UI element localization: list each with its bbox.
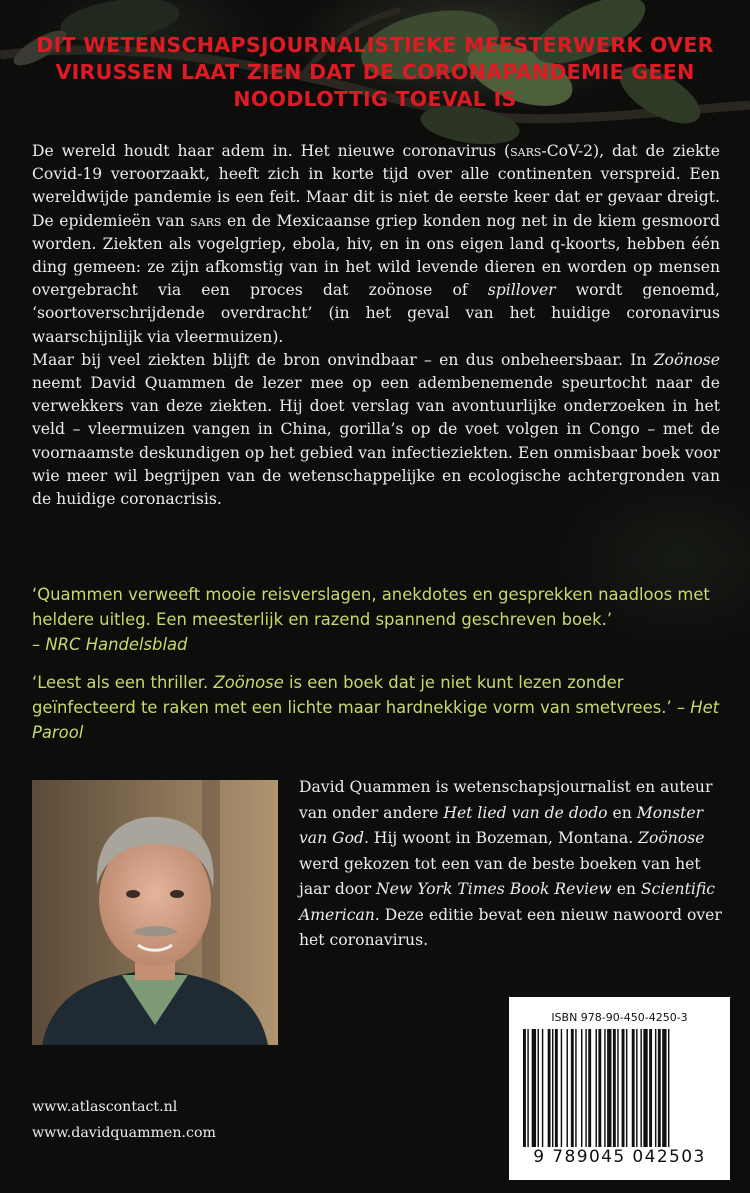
- barcode-bar: [622, 1029, 625, 1147]
- review-quote-nrc: [32, 582, 732, 657]
- headline-line-2: VIRUSSEN LAAT ZIEN DAT DE CORONAPANDEMIE GEEN: [55, 60, 695, 84]
- description-text: en de Mexicaanse griep konden nog net in de kiem gesmoord worden. Ziekten als vogelgriep, ebola, hiv, en in ons eigen land q-koorts, hebben één ding gemeen: ze zijn afkomstig van in het wild levende dieren en worden op mensen overgebracht via een proces dat zoönose of: [32, 211, 720, 300]
- website-links: [32, 1094, 216, 1146]
- review-quotes: [32, 582, 732, 758]
- book-description: [32, 140, 720, 511]
- barcode-bar: [649, 1029, 652, 1147]
- author-url[interactable]: www.davidquammen.com: [32, 1125, 216, 1141]
- author-bio: [299, 775, 729, 954]
- quote-source: NRC Handelsblad: [45, 635, 188, 654]
- spillover-term: spillover: [487, 281, 556, 300]
- isbn-digits: 9 789045 042503: [533, 1147, 706, 1167]
- barcode-bar: [542, 1029, 543, 1147]
- publisher-url[interactable]: www.atlascontact.nl: [32, 1099, 178, 1115]
- headline-line-1: DIT WETENSCHAPSJOURNALISTIEKE MEESTERWERK OVER: [36, 33, 714, 57]
- barcode-bar: [552, 1029, 553, 1147]
- quote-text: ‘Quammen verweeft mooie reisverslagen, anekdotes en gesprekken naadloos met heldere uitleg. Een meesterlijk en razend spannend geschreven boek.’: [32, 585, 710, 629]
- description-text: Maar bij veel ziekten blijft de bron onvindbaar – en dus onbeheersbaar. In: [32, 350, 654, 369]
- barcode-bar: [598, 1029, 601, 1147]
- description-paragraph-1: [32, 140, 720, 349]
- barcode-bar: [575, 1029, 576, 1147]
- barcode-bar: [527, 1029, 528, 1147]
- description-text: wordt genoemd, ‘soortoverschrijdende overdracht’ (in het geval van het huidige coronavirus waarschijnlijk via vleermuizen).: [32, 281, 720, 346]
- sars-term: sars: [190, 211, 222, 230]
- barcode-bar: [567, 1029, 568, 1147]
- author-bio-text: [299, 775, 729, 954]
- barcode-bar: [585, 1029, 586, 1147]
- description-paragraph-2: [32, 349, 720, 511]
- quote-text: is een boek dat je niet kunt lezen zonder geïnfecteerd te raken met een lichte maar hardnekkige vorm van smetvrees.’ –: [32, 673, 691, 717]
- cover-headline: [30, 32, 720, 113]
- bio-text: werd gekozen tot een van de beste boeken van het jaar door: [299, 854, 701, 898]
- barcode-bar: [538, 1029, 539, 1147]
- description-text: De wereld houdt haar adem in. Het nieuwe coronavirus (: [32, 142, 511, 160]
- barcode-bar: [548, 1029, 551, 1147]
- book-title: Monster van God: [299, 803, 704, 847]
- publication-name: New York Times Book Review: [376, 880, 612, 898]
- barcode-bar: [607, 1029, 611, 1147]
- book-title: Het lied van de dodo: [443, 803, 608, 822]
- sars-term: sars: [510, 142, 542, 160]
- quote-text: ‘Leest als een thriller.: [32, 673, 214, 692]
- barcode-bar: [617, 1029, 618, 1147]
- barcode-bar: [626, 1029, 627, 1147]
- quote-dash: –: [32, 635, 46, 654]
- barcode-bar: [643, 1029, 647, 1147]
- book-title: Zoönose: [638, 829, 705, 847]
- book-title: Zoönose: [213, 673, 284, 692]
- author-portrait-illustration: [32, 780, 278, 1045]
- barcode-bar: [604, 1029, 605, 1147]
- bio-text: en: [611, 880, 641, 898]
- book-title: Zoönose: [653, 350, 720, 369]
- author-photo: [32, 780, 278, 1045]
- description-text: neemt David Quammen de lezer mee op een adembenemende speurtocht naar de verwekkers van deze ziekten. Hij doet verslag van avontuurlijke onderzoeken in het veld – vleermuizen vangen in China, gorilla’s op de voet volgen in Congo – met de voornaamste deskundigen op het gebied van infectieziekten. Een onmisbaar boek voor wie meer wil begrijpen van de wetenschappelijke en ecologische achtergronden van de huidige coronacrisis.: [32, 374, 720, 509]
- description-text: -CoV-2), dat de ziekte Covid-19 veroorzaakt, heeft zich in korte tijd over alle continenten verspreid. Een wereldwijde pandemie is een feit. Maar dit is niet de eerste keer dat er gevaar dreigt. De epidemieën van: [32, 142, 720, 230]
- headline-line-3: NOODLOTTIG TOEVAL IS: [233, 87, 517, 111]
- barcode-bar: [596, 1029, 597, 1147]
- barcode-bar: [655, 1029, 656, 1147]
- barcode-bars: [523, 1029, 719, 1147]
- isbn-barcode: [509, 997, 730, 1180]
- review-quote-parool: [32, 670, 732, 745]
- barcode-bar: [613, 1029, 616, 1147]
- barcode-bar: [561, 1029, 562, 1147]
- bio-text: en: [607, 803, 637, 822]
- barcode-bar: [555, 1029, 558, 1147]
- bio-text: . Deze editie bevat een nieuw nawoord over het coronavirus.: [299, 905, 722, 949]
- barcode-bar: [523, 1029, 526, 1147]
- barcode-bar: [658, 1029, 661, 1147]
- barcode-bar: [532, 1029, 536, 1147]
- barcode-bar: [581, 1029, 582, 1147]
- barcode-bar: [632, 1029, 635, 1147]
- barcode-bar: [668, 1029, 669, 1147]
- bio-text: David Quammen is wetenschapsjournalist en auteur van onder andere: [299, 778, 713, 822]
- quote-source: Het Parool: [32, 698, 720, 742]
- barcode-bar: [662, 1029, 666, 1147]
- barcode-bar: [588, 1029, 591, 1147]
- barcode-bar: [571, 1029, 574, 1147]
- barcode-bar: [636, 1029, 637, 1147]
- bio-text: . Hij woont in Bozeman, Montana.: [363, 829, 639, 847]
- isbn-label: ISBN 978-90-450-4250-3: [551, 1011, 688, 1024]
- publication-name: Scientific American: [299, 880, 715, 924]
- barcode-bar: [640, 1029, 641, 1147]
